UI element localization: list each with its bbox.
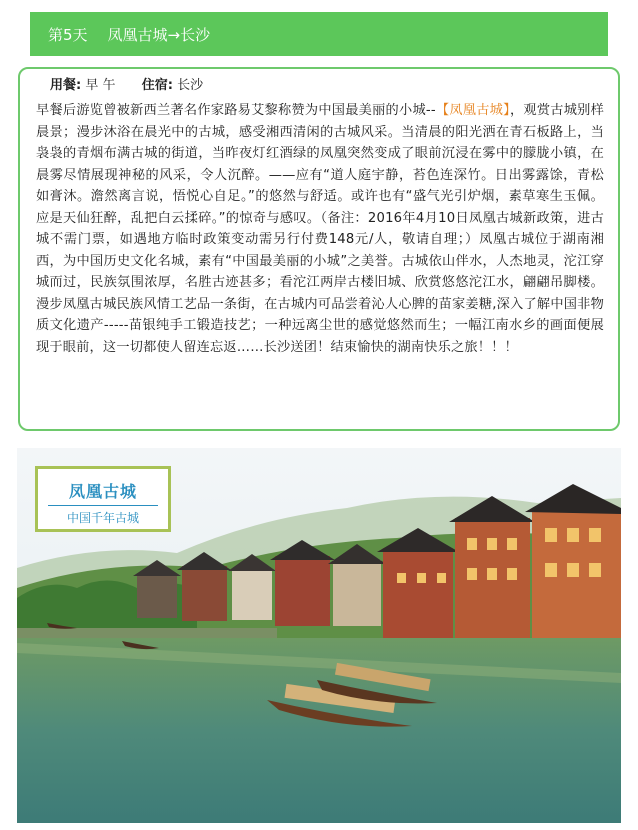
stay-label: 住宿: — [141, 78, 173, 93]
day-header — [30, 12, 608, 56]
badge-divider — [48, 505, 158, 506]
meal-label: 用餐: — [50, 78, 82, 93]
description-part1: 早餐后游览曾被新西兰著名作家路易艾黎称赞为中国最美丽的小城-- — [36, 103, 436, 118]
badge-subtitle: 中国千年古城 — [66, 511, 139, 525]
meal-value: 早 午 — [85, 78, 116, 93]
route-title: 凤凰古城→长沙 — [107, 25, 211, 44]
description-part2: ，观赏古城别样晨景；漫步沐浴在晨光中的古城，感受湘西清闲的古城风采。当清晨的阳光洒在青石板路上，当袅袅的青烟布满古城的街道，当昨夜灯红酒绿的凤凰突然变成了眼前沉浸在雾中的朦胧小镇，在晨雾尽情展现神秘的风采，令人沉醉。——应有“道人庭宇静，苔色连深竹。日出雾露馀，青松如膏沐。澹然离言说，悟悦心自足。”的悠然与舒适。或许也有“盛气光引炉烟，素草寒生玉佩。应是天仙狂醉，乱把白云揉碎。”的惊奇与感叹。（备注：2016年4月10日凤凰古城新政策，进古城不需门票，如遇地方临时政策变动需另行付费148元/人，敬请自理；）凤凰古城位于湖南湘西，为中国历史文化名城，素有“中国最美丽的小城”之美誉。古城依山伴水，人杰地灵，沱江穿城而过，民族氛围浓厚，名胜古迹甚多；看沱江两岸古楼旧城、欣赏悠悠沱江水，翩翩吊脚楼。漫步凤凰古城民族风情工艺品一条街，在古城内可品尝着沁人心脾的苗家姜糖,深入了解中国非物质文化遗产-----苗银纯手工锻造技艺；一种远离尘世的感觉悠然而生；一幅江南水乡的画面便展现于眼前，这一切都使人留连忘返……长沙送团！结束愉快的湖南快乐之旅！！！ — [36, 103, 604, 355]
itinerary-box — [18, 67, 620, 431]
meal-stay-row — [36, 75, 604, 97]
day-number: 第5天 — [48, 25, 88, 44]
badge-title: 凤凰古城 — [68, 482, 137, 501]
stay-value: 长沙 — [177, 78, 204, 93]
itinerary-description — [36, 100, 604, 358]
location-badge — [35, 466, 171, 532]
highlight-fenghuang: 【凤凰古城】 — [435, 103, 510, 118]
